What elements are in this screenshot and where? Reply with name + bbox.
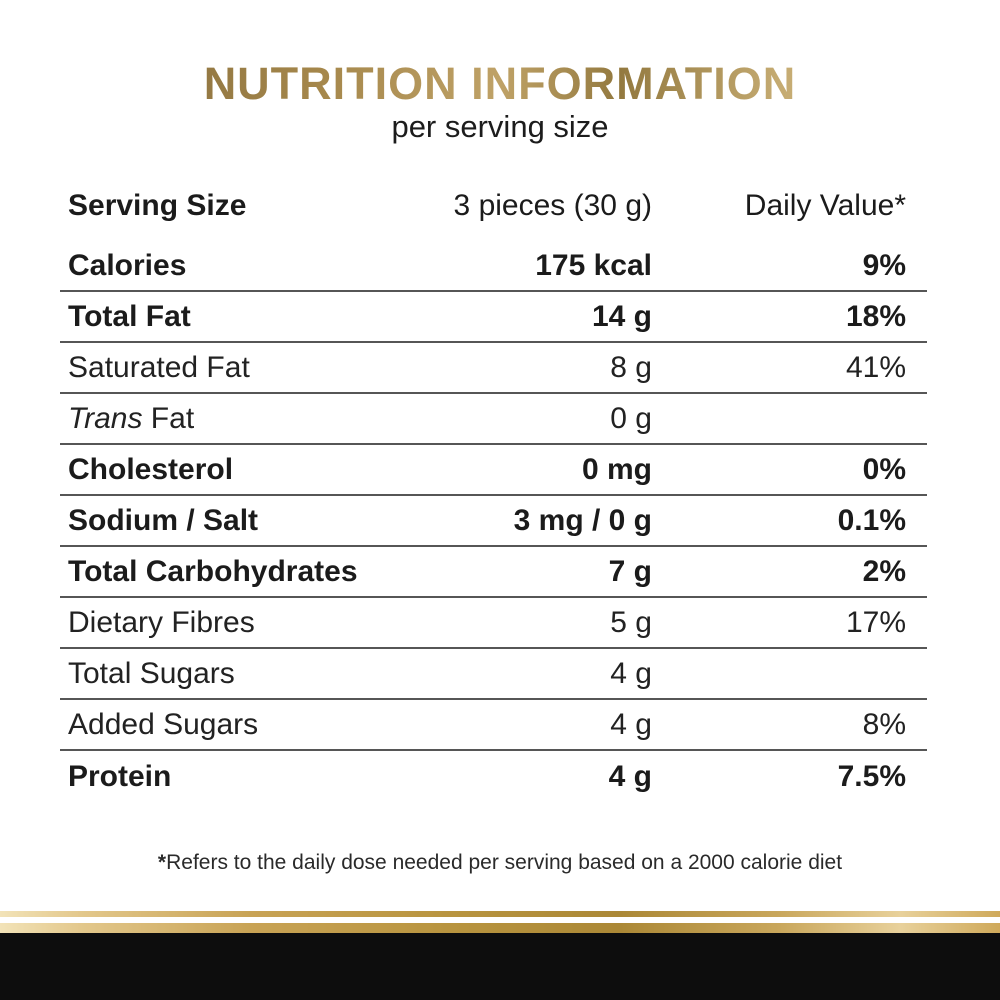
gold-divider-thin (0, 911, 1000, 917)
row-label: Total Sugars (68, 656, 235, 690)
row-label: Dietary Fibres (68, 605, 255, 639)
row-daily-value: 17% (845, 605, 906, 639)
row-amount: 14 g (591, 299, 652, 333)
row-daily-value: 41% (845, 350, 906, 384)
row-label: Trans Fat (68, 401, 195, 435)
table-row (60, 751, 927, 802)
row-amount: 0 g (610, 401, 652, 435)
row-amount: 3 pieces (30 g) (453, 188, 652, 222)
row-label: Cholesterol (68, 452, 234, 486)
table-row (60, 241, 927, 292)
row-amount: 4 g (608, 759, 652, 793)
bottom-black-bar (0, 933, 1000, 1000)
row-label: Protein (68, 759, 172, 793)
table-row (60, 445, 927, 496)
row-daily-value: 9% (862, 248, 906, 282)
table-row (60, 598, 927, 649)
gold-divider-thick (0, 923, 1000, 933)
row-amount: 0 mg (581, 452, 652, 486)
row-daily-value: 7.5% (837, 759, 906, 793)
row-amount: 4 g (610, 707, 652, 741)
row-amount: 175 kcal (535, 248, 652, 282)
row-label: Saturated Fat (68, 350, 250, 384)
row-amount: 7 g (608, 554, 652, 588)
row-daily-value: 0% (862, 452, 906, 486)
table-row (60, 649, 927, 700)
footnote (0, 851, 1000, 875)
row-daily-value: 18% (845, 299, 906, 333)
footnote-marker: * (157, 851, 167, 874)
row-daily-value: 2% (862, 554, 906, 588)
row-daily-value: 0.1% (837, 503, 906, 537)
row-amount: 4 g (610, 656, 652, 690)
table-row (60, 343, 927, 394)
row-label: Calories (68, 248, 187, 282)
row-label: Sodium / Salt (68, 503, 259, 537)
row-amount: 5 g (610, 605, 652, 639)
table-row (60, 170, 927, 241)
row-daily-value: Daily Value* (744, 188, 906, 222)
row-amount: 3 mg / 0 g (513, 503, 652, 537)
nutrition-table (60, 170, 927, 802)
table-row (60, 700, 927, 751)
row-amount: 8 g (610, 350, 652, 384)
row-label: Total Fat (68, 299, 191, 333)
row-label: Added Sugars (68, 707, 259, 741)
table-row (60, 394, 927, 445)
page-title: NUTRITION INFORMATION (0, 58, 1000, 110)
table-row (60, 496, 927, 547)
row-label: Serving Size (68, 188, 247, 222)
table-row (60, 547, 927, 598)
row-label: Total Carbohydrates (68, 554, 358, 588)
row-daily-value: 8% (862, 707, 906, 741)
page-subtitle: per serving size (391, 109, 609, 144)
table-row (60, 292, 927, 343)
footnote-text: Refers to the daily dose needed per serving based on a 2000 calorie diet (166, 851, 843, 874)
